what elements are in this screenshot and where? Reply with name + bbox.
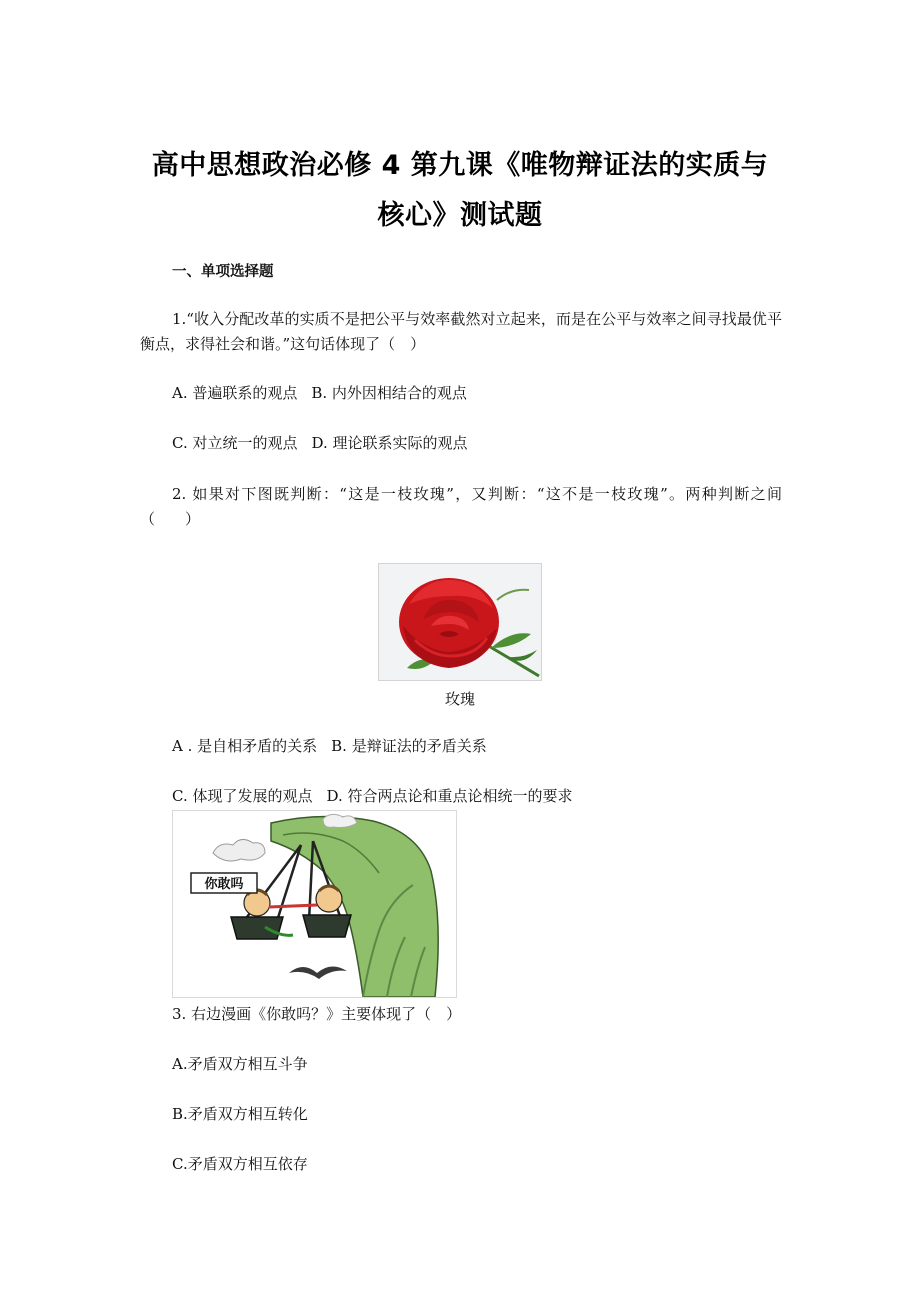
rose-caption: 玫瑰 [444, 690, 475, 708]
question-2-option-c: C. 体现了发展的观点 [172, 787, 313, 805]
question-2-text: 2. 如果对下图既判断：“这是一枝玫瑰”，又判断：“这不是一枝玫瑰”。两种判断之间（ ） [140, 485, 782, 528]
question-2-option-b: B. 是辩证法的矛盾关系 [331, 737, 487, 755]
rose-illustration [379, 564, 541, 680]
section-heading: 一、单项选择题 [172, 264, 274, 280]
question-2-options-row-2 [172, 786, 573, 806]
question-1-option-b: B. 内外因相结合的观点 [311, 384, 467, 402]
question-1-options-row-2 [172, 433, 468, 453]
question-3-option-c: C.矛盾双方相互依存 [172, 1155, 308, 1173]
question-1-option-d: D. 理论联系实际的观点 [311, 434, 468, 452]
document-title-line-2: 核心》测试题 [377, 200, 543, 231]
question-3-option-a: A.矛盾双方相互斗争 [172, 1055, 308, 1073]
document-title-line-1: 高中思想政治必修 4 第九课《唯物辩证法的实质与 [151, 150, 769, 181]
question-2-option-d: D. 符合两点论和重点论相统一的要求 [326, 787, 573, 805]
question-1-text: 1.“收入分配改革的实质不是把公平与效率截然对立起来，而是在公平与效率之间寻找最优平衡点，求得社会和谐。”这句话体现了（ ） [140, 310, 782, 353]
question-2-options-row-1 [172, 736, 487, 756]
cartoon-image [172, 810, 457, 998]
question-1-option-c: C. 对立统一的观点 [172, 434, 298, 452]
question-1-options-row-1 [172, 383, 467, 403]
question-1-option-a: A. 普遍联系的观点 [172, 384, 298, 402]
rose-image [378, 563, 542, 681]
question-3-option-b: B.矛盾双方相互转化 [172, 1105, 308, 1123]
question-3-text: 3. 右边漫画《你敢吗？》主要体现了（ ） [172, 1005, 462, 1023]
cartoon-illustration [173, 811, 456, 997]
cartoon-sign-text: 你敢吗 [204, 877, 244, 892]
question-2-option-a: A . 是自相矛盾的关系 [172, 737, 318, 755]
